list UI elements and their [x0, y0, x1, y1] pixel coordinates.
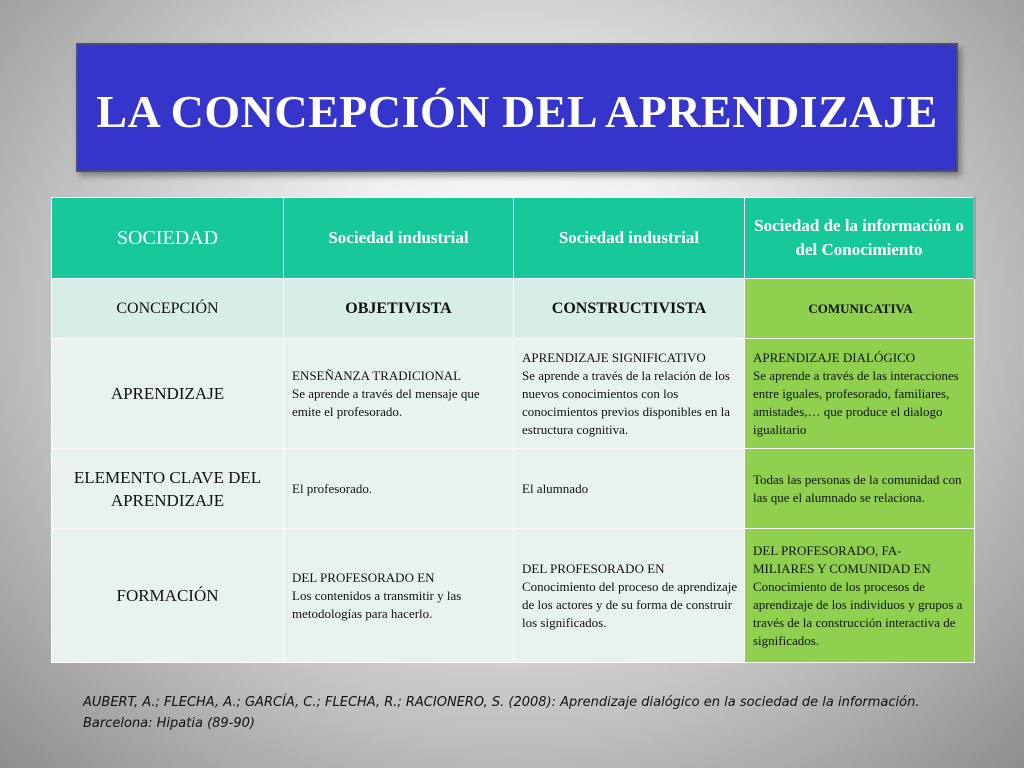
elemento-clave-col1: [284, 449, 514, 529]
row-label-concepcion: CONCEPCIÓN: [52, 279, 284, 339]
title-banner: [76, 43, 958, 172]
aprendizaje-col1-text: ENSEÑANZA TRADICIONAL Se aprende a través del mensaje que emite el profesorado.: [292, 367, 480, 419]
row-label-formacion: FORMACIÓN: [52, 529, 284, 663]
elemento-clave-col3-text: Todas las personas de la comunidad con las que el alumnado se relaciona.: [753, 471, 962, 505]
formacion-col2-text: DEL PROFESORADO EN Conocimiento del proceso de aprendizaje de los actores y de su forma de construir los significados.: [522, 560, 738, 630]
slide-title: LA CONCEPCIÓN DEL APRENDIZAJE: [96, 86, 938, 137]
elemento-clave-col2: [514, 449, 745, 529]
elemento-clave-col3: [745, 449, 975, 529]
concepcion-col2: CONSTRUCTIVISTA: [514, 279, 745, 339]
row-label-elemento-clave: ELEMENTO CLAVE DEL APRENDIZAJE: [52, 449, 284, 529]
table-row-formacion: [52, 529, 975, 663]
aprendizaje-col2: [514, 339, 745, 449]
header-sociedad: SOCIEDAD: [52, 198, 284, 279]
citation: AUBERT, A.; FLECHA, A.; GARCÍA, C.; FLECHA, R.; RACIONERO, S. (2008): Aprendizaje dialógico en la sociedad de la información. Barcelona: Hipatia (89-90): [83, 695, 920, 731]
elemento-clave-col1-text: El profesorado.: [292, 480, 373, 496]
formacion-col3-text: DEL PROFESORADO, FA- MILIARES Y COMUNIDAD EN Conocimiento de los procesos de aprendizaje de los individuos y grupos a través de la construcción interactiva de significados.: [753, 542, 963, 648]
formacion-col1-text: DEL PROFESORADO EN Los contenidos a transmitir y las metodologías para hacerlo.: [292, 569, 462, 621]
table-row-concepcion: [52, 279, 975, 339]
table-header-row: [52, 198, 975, 279]
aprendizaje-col2-text: APRENDIZAJE SIGNIFICATIVO Se aprende a través de la relación de los nuevos conocimientos con los conocimientos previos disponibles en la estructura cognitiva.: [522, 349, 730, 437]
header-col2: Sociedad industrial: [514, 198, 745, 279]
formacion-col3: [745, 529, 975, 663]
elemento-clave-col2-text: El alumnado: [522, 480, 589, 496]
header-col1: Sociedad industrial: [284, 198, 514, 279]
concepcion-col1: OBJETIVISTA: [284, 279, 514, 339]
row-label-aprendizaje: APRENDIZAJE: [52, 339, 284, 449]
formacion-col1: [284, 529, 514, 663]
table-row-aprendizaje: [52, 339, 975, 449]
aprendizaje-col3: [745, 339, 975, 449]
comparison-table: [51, 197, 976, 663]
table-row-elemento-clave: [52, 449, 975, 529]
aprendizaje-col1: [284, 339, 514, 449]
formacion-col2: [514, 529, 745, 663]
header-col3: Sociedad de la información o del Conocimiento: [745, 198, 975, 279]
aprendizaje-col3-text: APRENDIZAJE DIALÓGICO Se aprende a través de las interacciones entre iguales, profesorado, familiares, amistades,… que produce el dialogo igualitario: [753, 349, 959, 437]
concepcion-col3: COMUNICATIVA: [745, 279, 975, 339]
